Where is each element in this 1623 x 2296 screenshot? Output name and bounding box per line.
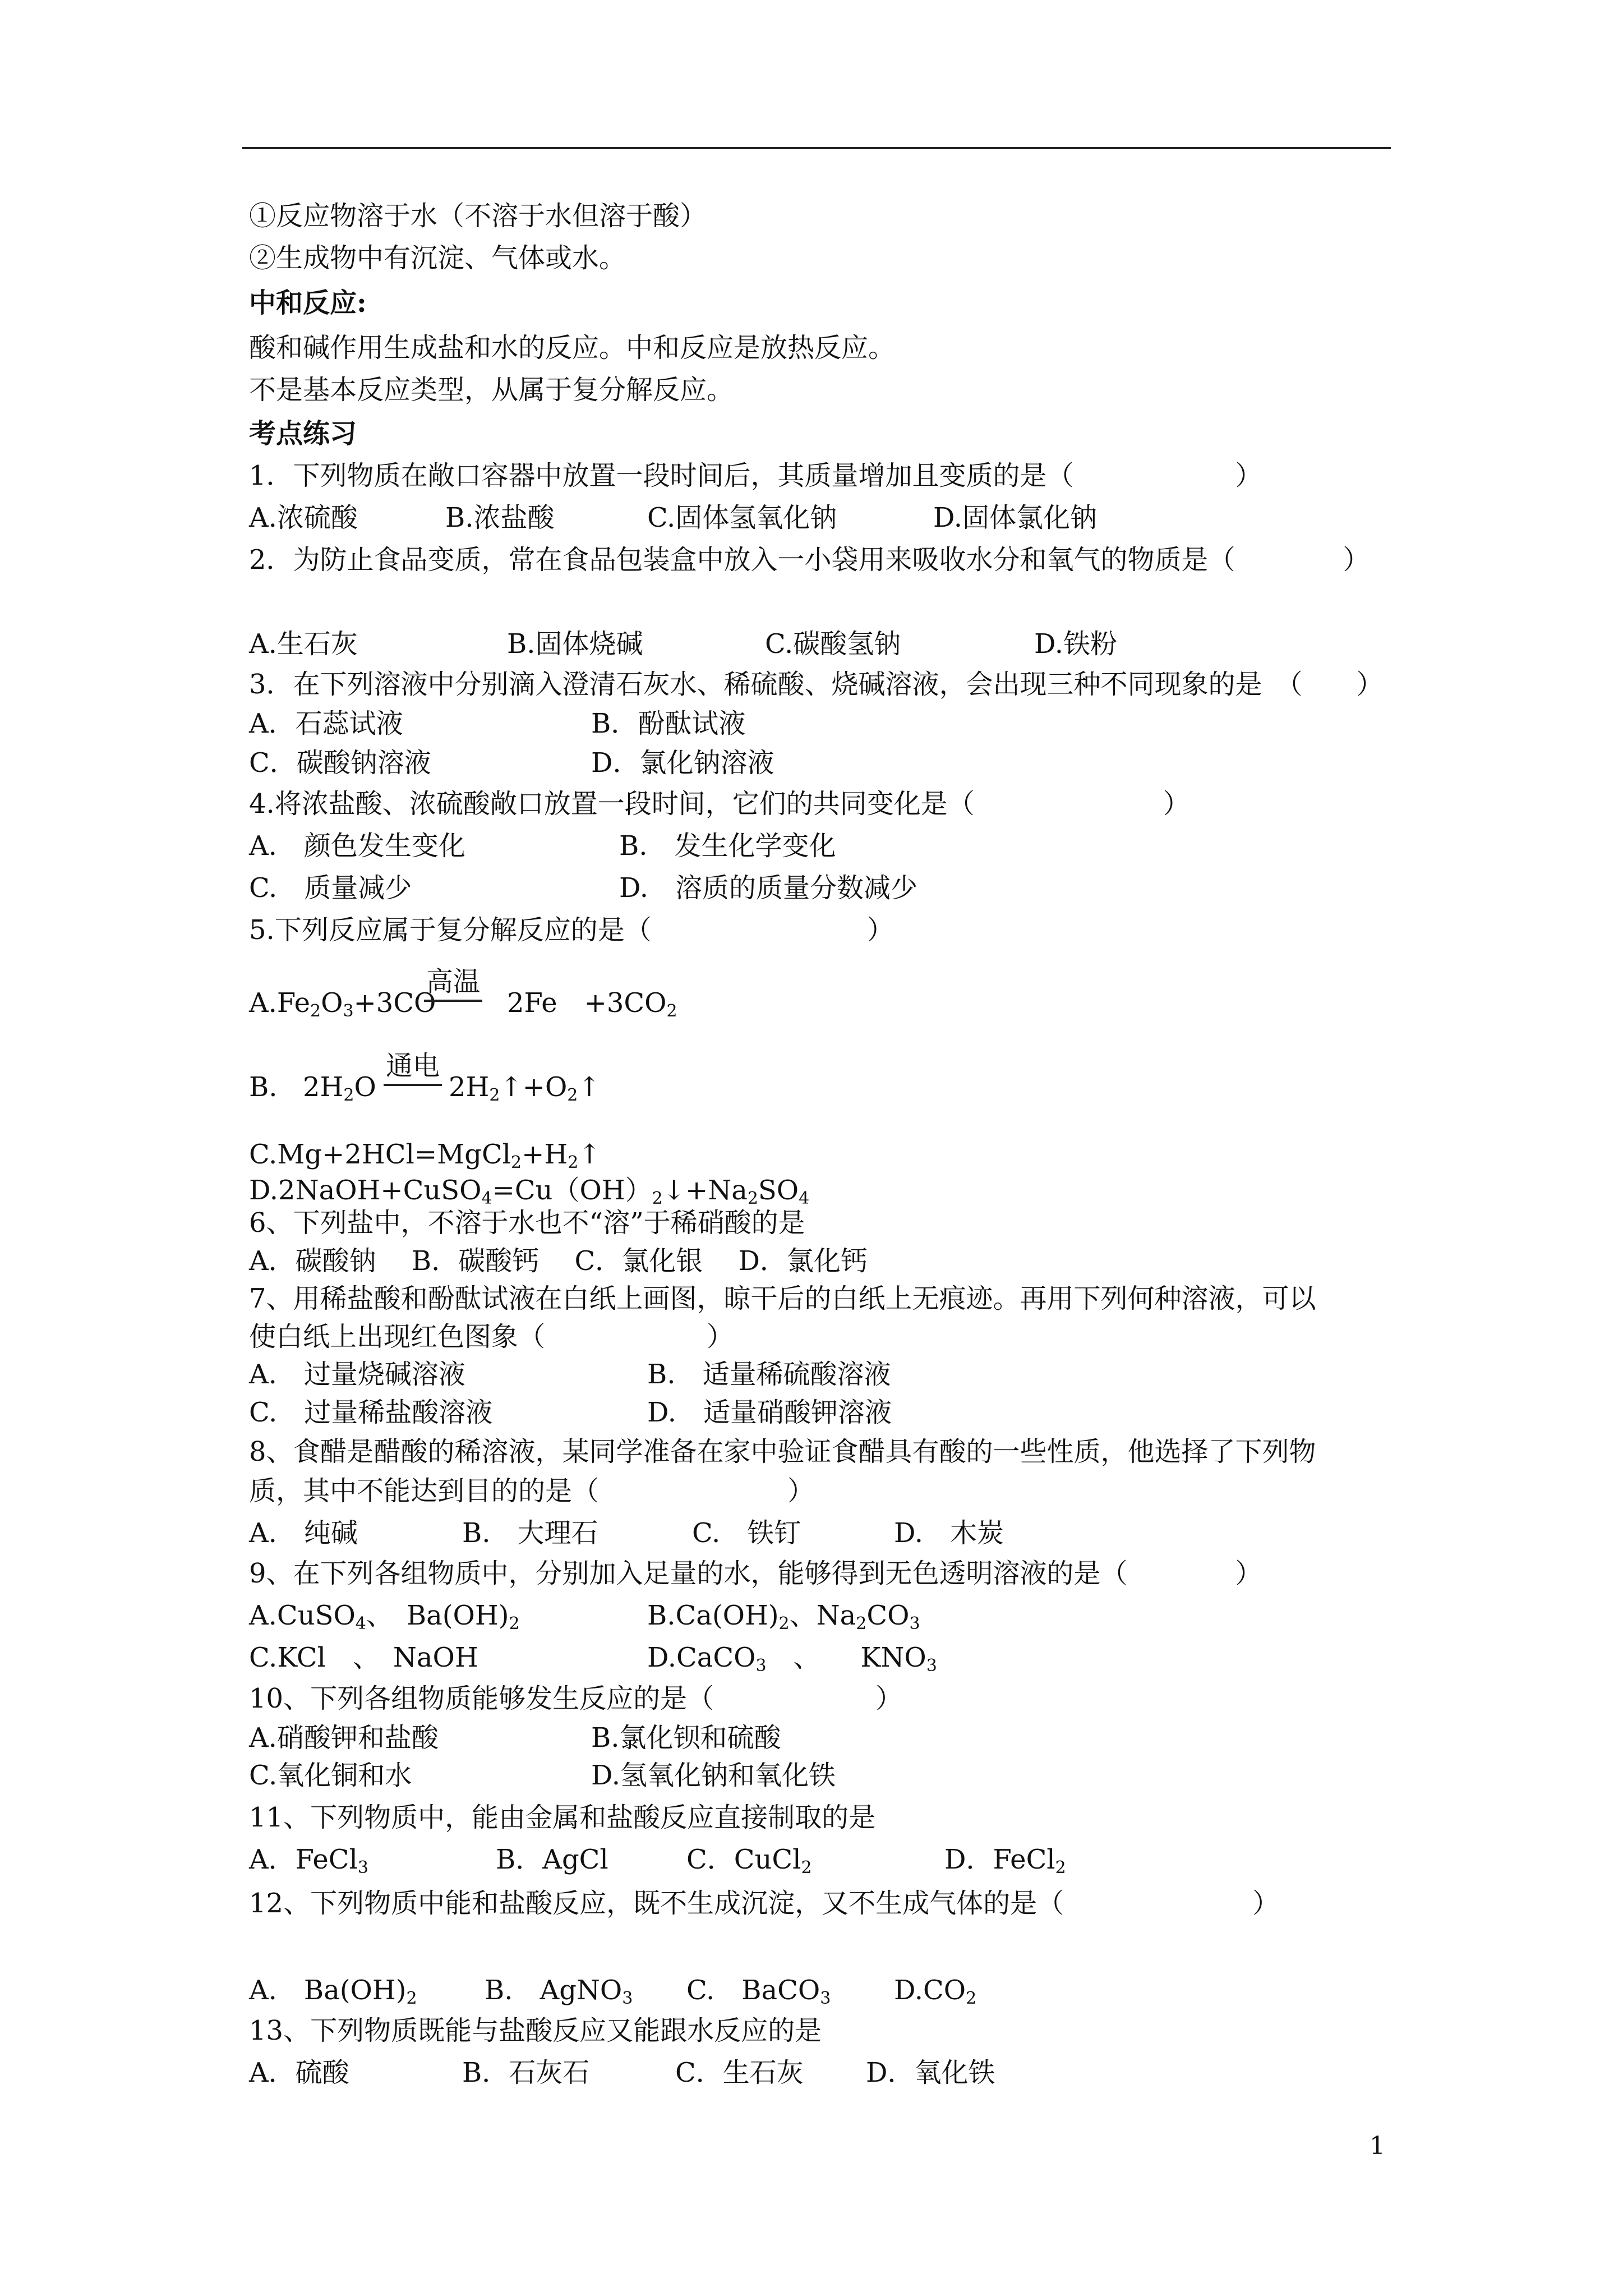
q9-option-c: C.KCl 、 NaOH xyxy=(249,1642,478,1673)
neutralization-note: 不是基本反应类型，从属于复分解反应。 xyxy=(249,374,734,406)
q13-option-d: D．氧化铁 xyxy=(866,2057,995,2088)
q8-option-d: D. 木炭 xyxy=(894,1517,1004,1549)
q12-option-a: A. $Ba(OH)_2$ xyxy=(249,1975,417,2008)
q8-option-b: B. 大理石 xyxy=(462,1517,598,1549)
neutralization-heading: 中和反应: xyxy=(249,287,367,319)
q9-option-d: D.CaCO$_3$ 、 $KNO_3$ xyxy=(647,1642,937,1676)
q1-option-b: B.浓盐酸 xyxy=(445,502,555,533)
q3-option-b: B．酚酞试液 xyxy=(591,708,746,739)
q5-option-b: B. xyxy=(249,1071,278,1103)
neutralization-definition: 酸和碱作用生成盐和水的反应。中和反应是放热反应。 xyxy=(249,332,896,364)
q2-option-b: B.固体烧碱 xyxy=(507,628,643,660)
q8-option-a: A. 纯碱 xyxy=(249,1517,358,1549)
q5-b-products: $2H_2↑+O_2↑$ xyxy=(449,1071,601,1105)
q1-option-c: C.固体氢氧化钠 xyxy=(647,502,837,533)
q5-a-condition-high-temp: 高温 xyxy=(424,966,482,1002)
q13-option-a: A．硫酸 xyxy=(249,2057,349,2088)
q2-option-c: C.碳酸氢钠 xyxy=(765,628,901,660)
q13-stem: 13、下列物质既能与盐酸反应又能跟水反应的是 xyxy=(249,2015,822,2046)
q10-option-d: D.氢氧化钠和氧化铁 xyxy=(591,1760,836,1791)
q8-stem-line1: 8、食醋是醋酸的稀溶液，某同学准备在家中验证食醋具有酸的一些性质，他选择了下列物 xyxy=(249,1436,1316,1467)
q6-options: A．碳酸钠 B．碳酸钙 C．氯化银 D．氯化钙 xyxy=(249,1245,868,1277)
q4-stem: 4.将浓盐酸、浓硫酸敞口放置一段时间，它们的共同变化是（ ） xyxy=(249,788,1190,820)
condition-1: ①反应物溶于水（不溶于水但溶于酸） xyxy=(249,200,707,232)
q11-option-a: A．FeCl$_3$ xyxy=(249,1844,368,1878)
q12-option-d: $D.CO_2$ xyxy=(894,1975,977,2008)
q5-b-reactant: $2H_2O$ xyxy=(303,1071,376,1105)
q5-option-c: $C.Mg+2HCl=MgCl_2+H_2↑$ xyxy=(249,1139,601,1172)
q5-option-a: $A.Fe_2O_3+3CO$ xyxy=(249,987,436,1021)
q3-option-d: D．氯化钠溶液 xyxy=(591,747,774,779)
q3-stem: 3．在下列溶液中分别滴入澄清石灰水、稀硫酸、烧碱溶液，会出现三种不同现象的是 （ ） xyxy=(249,669,1384,700)
q11-stem: 11、下列物质中，能由金属和盐酸反应直接制取的是 xyxy=(249,1802,876,1833)
q10-stem: 10、下列各组物质能够发生反应的是（ ） xyxy=(249,1683,903,1714)
q7-option-b: B. 适量稀硫酸溶液 xyxy=(647,1359,891,1390)
q11-option-c: C．CuCl$_2$ xyxy=(686,1844,812,1878)
q5-option-d: $D.2NaOH+CuSO_4=Cu(OH)_2↓+Na_2SO_4$ xyxy=(249,1175,810,1208)
q7-stem-line2: 使白纸上出现红色图象（ ） xyxy=(249,1321,734,1352)
q13-option-c: C．生石灰 xyxy=(675,2057,804,2088)
q5-b-condition-electrolysis: 通电 xyxy=(384,1050,442,1086)
q2-option-a: A.生石灰 xyxy=(249,628,358,660)
q1-stem: 1．下列物质在敞口容器中放置一段时间后，其质量增加且变质的是（ ） xyxy=(249,460,1262,491)
q5-stem: 5.下列反应属于复分解反应的是（ ） xyxy=(249,914,894,946)
q7-option-d: D. 适量硝酸钾溶液 xyxy=(647,1397,892,1428)
q10-option-b: B.氯化钡和硫酸 xyxy=(591,1722,781,1754)
q4-option-b: B. 发生化学变化 xyxy=(619,830,836,862)
page-number: 1 xyxy=(1370,2132,1385,2160)
q3-option-a: A．石蕊试液 xyxy=(249,708,403,739)
q4-option-c: C. 质量减少 xyxy=(249,872,412,904)
q9-stem: 9、在下列各组物质中，分别加入足量的水，能够得到无色透明溶液的是（ ） xyxy=(249,1558,1262,1589)
q12-option-c: C. BaCO$_3$ xyxy=(686,1975,831,2008)
q1-option-d: D.固体氯化钠 xyxy=(933,502,1098,533)
q2-stem: 2．为防止食品变质，常在食品包装盒中放入一小袋用来吸收水分和氧气的物质是（ ） xyxy=(249,544,1370,576)
q4-option-a: A. 颜色发生变化 xyxy=(249,830,465,862)
q2-option-d: D.铁粉 xyxy=(1034,628,1118,660)
q3-option-c: C．碳酸钠溶液 xyxy=(249,747,431,779)
q11-option-b: B．AgCl xyxy=(496,1844,608,1875)
q5-a-products: 2Fe $+3CO_2$ xyxy=(507,987,677,1021)
q7-stem-line1: 7、用稀盐酸和酚酞试液在白纸上画图，晾干后的白纸上无痕迹。再用下列何种溶液，可以 xyxy=(249,1283,1316,1314)
q1-option-a: A.浓硫酸 xyxy=(249,502,358,533)
q4-option-d: D. 溶质的质量分数减少 xyxy=(619,872,918,904)
q10-option-a: A.硝酸钾和盐酸 xyxy=(249,1722,439,1754)
q7-option-a: A. 过量烧碱溶液 xyxy=(249,1359,465,1390)
q8-option-c: C. 铁钉 xyxy=(692,1517,801,1549)
q8-stem-line2: 质，其中不能达到目的的是（ ） xyxy=(249,1475,815,1507)
q13-option-b: B．石灰石 xyxy=(462,2057,590,2088)
q10-option-c: C.氧化铜和水 xyxy=(249,1760,412,1791)
q11-option-d: D．FeCl$_2$ xyxy=(944,1844,1066,1878)
q7-option-c: C. 过量稀盐酸溶液 xyxy=(249,1397,493,1428)
q6-stem: 6、下列盐中，不溶于水也不“溶”于稀硝酸的是 xyxy=(249,1207,805,1239)
condition-2: ②生成物中有沉淀、气体或水。 xyxy=(249,242,626,274)
section-title: 考点练习 xyxy=(249,418,357,449)
q12-stem: 12、下列物质中能和盐酸反应，既不生成沉淀，又不生成气体的是（ ） xyxy=(249,1888,1280,1919)
q12-option-b: B. AgNO$_3$ xyxy=(485,1975,633,2008)
q9-option-b: $B.Ca(OH)_2$、$Na_2CO_3$ xyxy=(647,1600,920,1634)
header-rule xyxy=(242,147,1391,149)
q9-option-a: A.CuSO$_4$、 $Ba(OH)_2$ xyxy=(249,1600,520,1634)
